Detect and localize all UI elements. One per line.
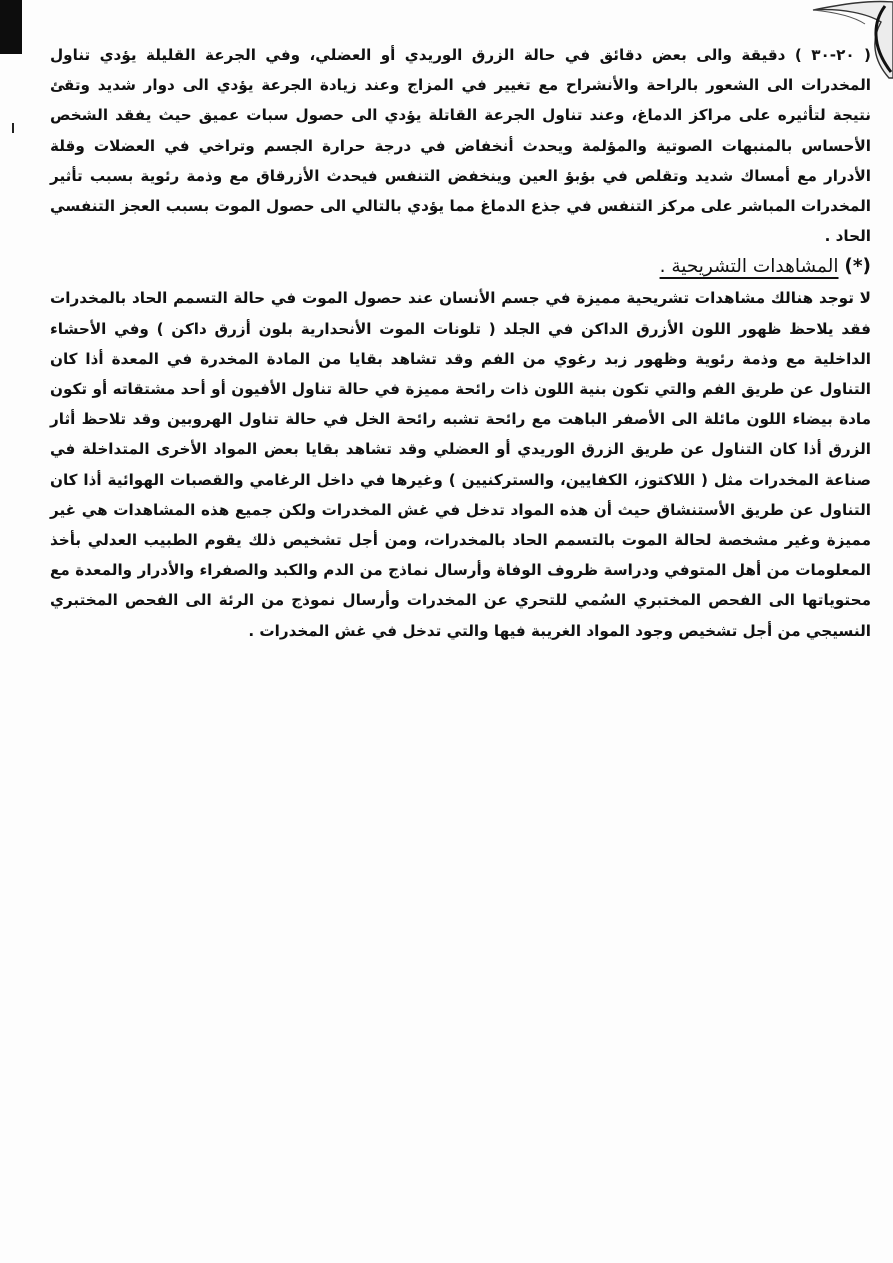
scan-edge-mark	[0, 0, 22, 54]
heading-title: المشاهدات التشريحية .	[659, 256, 839, 278]
paragraph-overdose-effects: ( ٢٠-٣٠ ) دقيقة والى بعض دقائق في حالة الزرق الوريدي أو العضلي، وفي الجرعة القليلة يؤدي تناول المخدرات الى الشعور بالراحة والأنشراح مع تغيير في المزاج وعند زيادة الجرعة يؤدي الى دوار شديد وتقئ نتيجة لتأثيره على مراكز الدماغ، وعند تناول الجرعة القاتلة يؤدي الى حصول سبات عميق حيث يفقد الشخص الأحساس بالمنبهات الصوتية والمؤلمة ويحدث أنخفاض في درجة حرارة الجسم وتراخي في العضلات وقلة الأدرار مع أمساك شديد وتقلص في بؤبؤ العين وينخفض التنفس فيحدث الأزرقاق مع وذمة رئوية بسبب تأثير المخدرات المباشر على مركز التنفس في جذع الدماغ مما يؤدي بالتالي الى حصول الموت بسبب العجز التنفسي الحاد .	[50, 46, 871, 246]
heading-bullet: (*)	[844, 256, 871, 278]
document-body	[50, 40, 871, 646]
paragraph-autopsy-findings: لا توجد هنالك مشاهدات تشريحية مميزة في جسم الأنسان عند حصول الموت في حالة التسمم الحاد بالمخدرات فقد يلاحظ ظهور اللون الأزرق الداكن في الجلد ( تلونات الموت الأنحدارية بلون أزرق داكن ) وفي الأحشاء الداخلية مع وذمة رئوية وظهور زبد رغوي من الفم وقد تشاهد بقايا من المادة المخدرة في المعدة أذا كان التناول عن طريق الفم والتي تكون بنية اللون ذات رائحة مميزة في حالة تناول الأفيون أو أحد مشتقاته أو تكون مادة بيضاء اللون مائلة الى الأصفر الباهت مع رائحة تشبه رائحة الخل في حالة تناول الهروبين وقد تلاحظ أثار الزرق أذا كان التناول عن طريق الزرق الوريدي أو العضلي وقد تشاهد بقايا بعض المواد الأخرى المتداخلة في صناعة المخدرات مثل ( اللاكتوز، الكفايين، والستركنيين ) وغيرها في داخل الرغامي والقصبات الهوائية أذا كان التناول عن طريق الأستنشاق حيث أن هذه المواد تدخل في غش المخدرات ولكن جميع هذه المشاهدات هي غير مميزة وغير مشخصة لحالة الموت بالتسمم الحاد بالمخدرات، ومن أجل تشخيص ذلك يقوم الطبيب العدلي بأخذ المعلومات من أهل المتوفي ودراسة ظروف الوفاة وأرسال نماذج من الدم والكبد والصفراء والأدرار والمعدة مع محتوياتها الى الفحص المختبري السُمي للتحري عن المخدرات وأرسال نموذج من الرئة الى الفحص المختبري النسيجي من أجل تشخيص وجود المواد الغريبة فيها والتي تدخل في غش المخدرات .	[50, 289, 871, 640]
section-heading	[50, 251, 871, 283]
scan-speck	[12, 123, 14, 133]
